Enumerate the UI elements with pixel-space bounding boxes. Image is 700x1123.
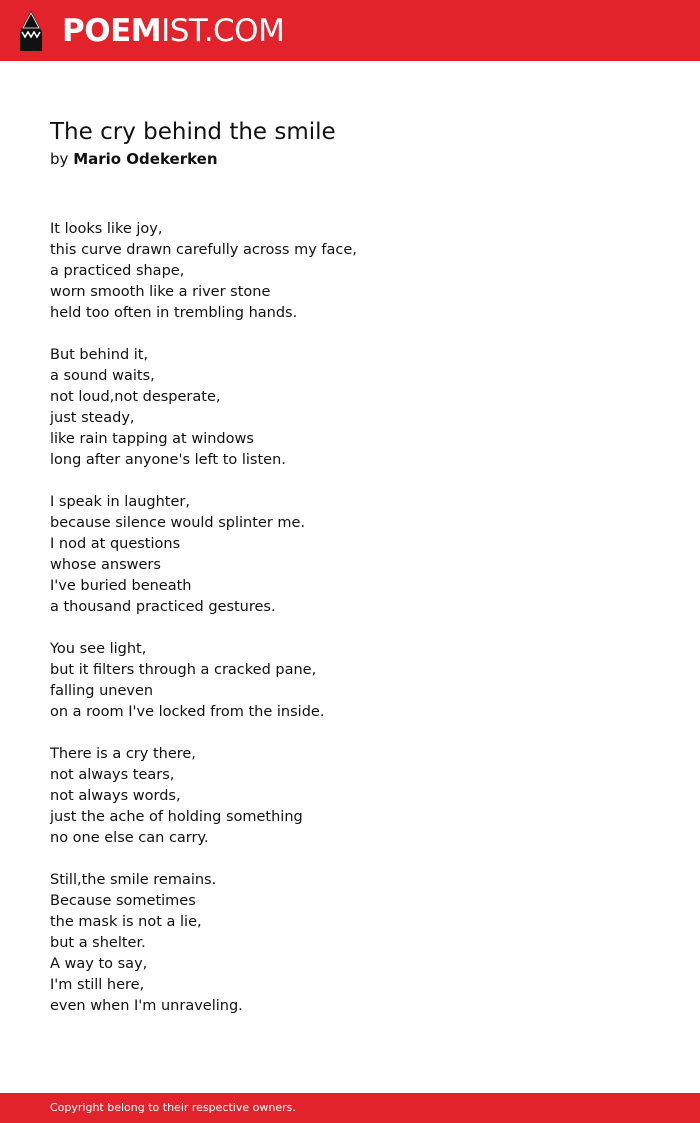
poem-line: falling uneven [50, 683, 154, 699]
poem-line: this curve drawn carefully across my face, [50, 242, 357, 258]
poem-line: There is a cry there, [50, 746, 196, 762]
poem-line: Because sometimes [50, 893, 196, 909]
poem-line: the mask is not a lie, [50, 914, 202, 930]
brand-name-light: IST.COM [161, 13, 285, 49]
poem-line: long after anyone's left to listen. [50, 452, 286, 468]
site-logo-link[interactable] [62, 12, 284, 50]
stanza [50, 870, 650, 1017]
poem-line: like rain tapping at windows [50, 431, 254, 447]
author-name: Mario Odekerken [73, 150, 218, 168]
poem-line: I nod at questions [50, 536, 181, 552]
poem-line: You see light, [50, 641, 147, 657]
poem-line: But behind it, [50, 347, 149, 363]
brand-name-bold: POEM [62, 13, 162, 49]
poem-line: not loud,not desperate, [50, 389, 221, 405]
poem-line: held too often in trembling hands. [50, 305, 298, 321]
pencil-tip-icon [18, 10, 44, 52]
poem-line: just steady, [50, 410, 135, 426]
poem-body [50, 219, 650, 1038]
poem-line: no one else can carry. [50, 830, 209, 846]
site-footer [0, 1093, 700, 1123]
stanza [50, 744, 650, 849]
poem-line: but a shelter. [50, 935, 146, 951]
poem-line: Still,the smile remains. [50, 872, 217, 888]
poem-line: a sound waits, [50, 368, 155, 384]
poem-title: The cry behind the smile [50, 119, 336, 145]
poem-line: a thousand practiced gestures. [50, 599, 276, 615]
poem-line: but it filters through a cracked pane, [50, 662, 317, 678]
byline [50, 149, 218, 169]
poem-line: A way to say, [50, 956, 148, 972]
poem-line: even when I'm unraveling. [50, 998, 243, 1014]
poem-line: whose answers [50, 557, 161, 573]
poem-line: just the ache of holding something [50, 809, 303, 825]
poem-line: on a room I've locked from the inside. [50, 704, 325, 720]
copyright-notice: Copyright belong to their respective owners. [50, 1101, 296, 1114]
stanza [50, 492, 650, 618]
stanza [50, 219, 650, 324]
poem-line: worn smooth like a river stone [50, 284, 271, 300]
stanza [50, 639, 650, 723]
stanza [50, 345, 650, 471]
poem-line: I speak in laughter, [50, 494, 190, 510]
poem-line: because silence would splinter me. [50, 515, 306, 531]
poem-line: I'm still here, [50, 977, 145, 993]
poem-line: not always words, [50, 788, 181, 804]
poem-line: I've buried beneath [50, 578, 192, 594]
poem-line: It looks like joy, [50, 221, 163, 237]
site-header [0, 0, 700, 61]
byline-prefix: by [50, 150, 69, 168]
poem-line: not always tears, [50, 767, 175, 783]
poem-line: a practiced shape, [50, 263, 185, 279]
